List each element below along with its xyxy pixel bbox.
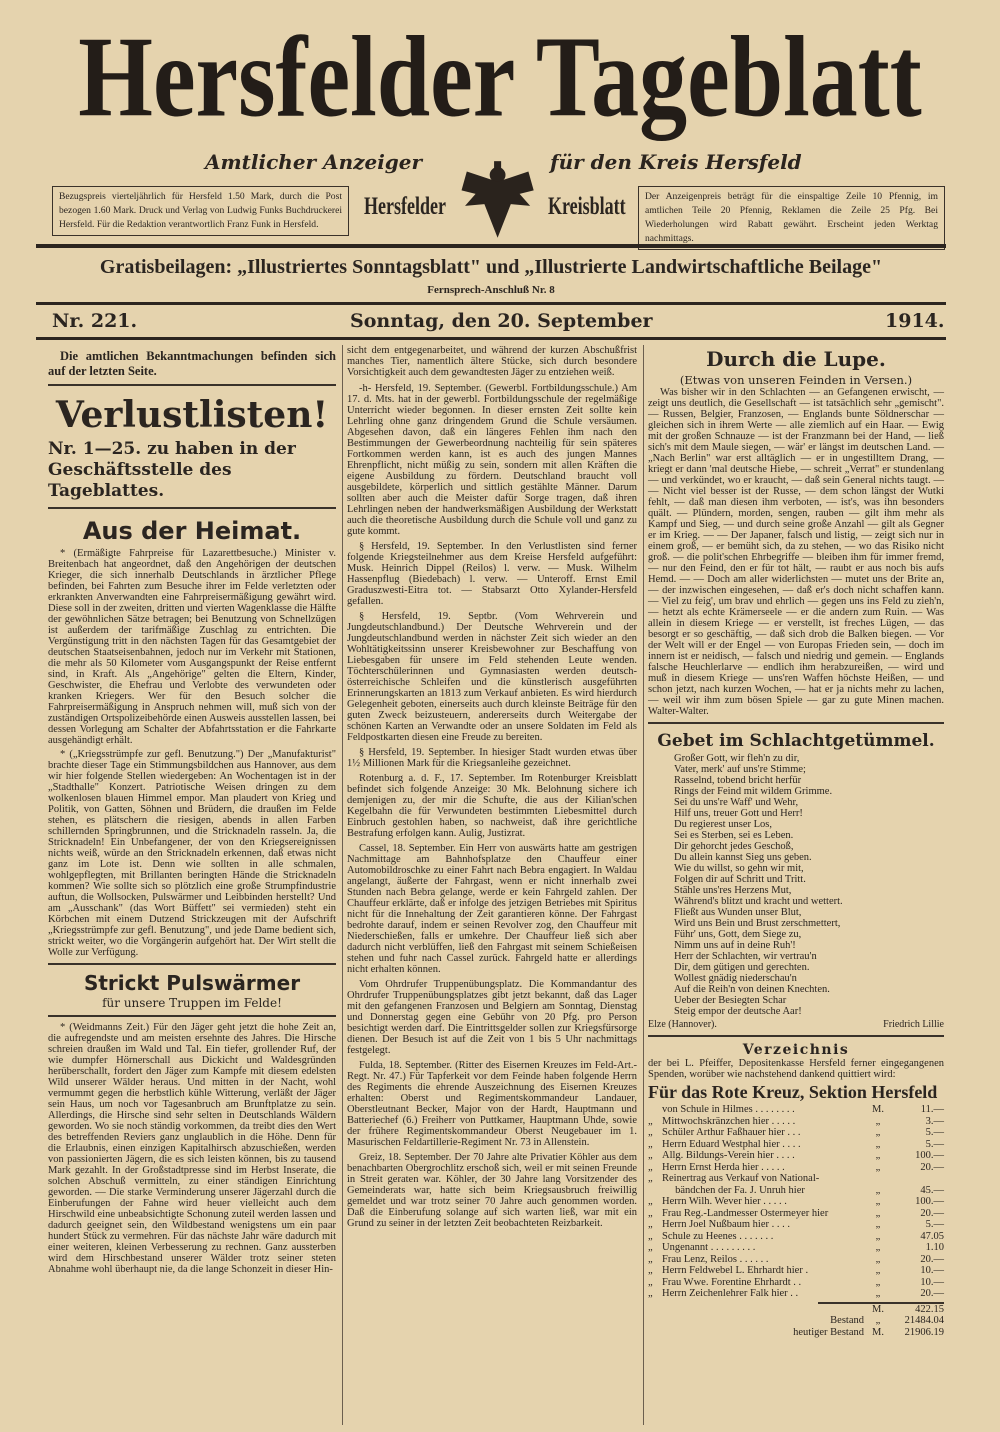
section-title: Aus der Heimat. bbox=[82, 517, 302, 545]
ad-title: Verlustlisten! bbox=[55, 394, 329, 436]
article: * (Weidmanns Zeit.) Für den Jäger geht jetzt die hohe Zeit an, die aufregendste und am meisten ersehnte des Jahres. Die Hirsche schreien draußen im Wald und Tal. Ein tiefer, grollender Ruf, der wie dumpfer Hörnerschall aus Dickicht und Waldesgründen herüberschallt, fordert den Jäger zum Kampfe mit diesem edelsten Wild unserer Wälder heraus. Und mitten in der Nacht, wohl vermummt gegen die herbstlich kühle Witterung, verläßt der Jäger sein Haus, um noch vor Tagesanbruch am Brunftplatze zu sein. Allerdings, die Hirsche sind sehr selten in Deutschlands Wäldern geworden. Wo sie noch ständig vorkommen, da treibt dies den Wert des betreffenden Reviers ganz unglaublich in die Höhe. Denn für die Erlaubnis, einen einzigen Kapitalhirsch abzuschießen, werden von passionierten Jägern, die es sich leisten können, bis zu tausend Mark gezahlt. In der Großstadtpresse sind im Herbst Inserate, die solchen Abschuß vermitteln, zu einer ständigen Einrichtung geworden. — Die starke Verminderung unserer Jägerzahl durch die Einberufungen der Fahne wird heuer vielleicht auch dem Hirschwild eine unbeabsichtigte Schonung zuteil werden lassen und dadurch geeignet sein, den Wildbestand wenigstens um ein paar hundert Stück zu vermehren. Für das nächste Jahr wäre dadurch mit einer weiteren, kleinen Verbesserung zu rechnen. Ganz aussterben wird dem Hirschbestand unserer Wälder trotz seiner steten Abnahme wohl überhaupt nie, da die lange Schonzeit in dieser Hin- bbox=[48, 1022, 336, 1275]
donation-row: von Schule in Hilmes . . . . . . . . M. 11.— bbox=[662, 1104, 944, 1115]
issue-number: Nr. 221. bbox=[52, 310, 138, 332]
donation-row: „ Frau Wwe. Forentine Ehrhardt . . „ 10.— bbox=[648, 1276, 944, 1288]
poem-place: Elze (Hannover). bbox=[648, 1019, 717, 1030]
donation-row: „ Reinertrag aus Verkauf von National- bbox=[648, 1173, 820, 1184]
donation-row: „ Frau Reg.-Landmesser Ostermeyer hier „ 20.— bbox=[648, 1207, 944, 1219]
telephone-line: Fernsprech-Anschluß Nr. 8 bbox=[427, 284, 555, 296]
donation-row: „ Herrn Wilh. Wever hier . . . . . „ 100.— bbox=[648, 1196, 944, 1207]
ad2-title: Strickt Pulswärmer bbox=[83, 971, 301, 995]
imperial-eagle-icon bbox=[458, 156, 538, 242]
list-intro: der bei L. Pfeiffer, Depositenkasse Hersfeld ferner eingegangenen Spenden, worüber wie nachstehend dankend quittiert wird: bbox=[648, 1058, 944, 1080]
divider bbox=[36, 244, 946, 248]
article: Greiz, 18. September. Der 70 Jahre alte Privatier Köhler aus dem benachbarten Obergrochlitz erschoß sich, weil er mit seinen Freunde in Streit geraten war. Köhler, der 30 Jahre lang Vorsitzender des Gemeinderats war, hatte sich beim Kriegsausbruch freiwillig gemeldet und war trotz seiner 70 Jahre auch genommen worden. Daß die Einberufung solange auf sich warten ließ, war mit ein Grund zu seiner in der letzten Zeit beobachteten Reizbarkeit. bbox=[347, 1152, 637, 1229]
donation-row: „ Herrn Eduard Westphal hier . . . . „ 5.— bbox=[648, 1138, 944, 1150]
column-rule bbox=[643, 345, 644, 1425]
article: sicht dem entgegenarbeitet, und während der kurzen Abschußfrist manches Tier, namentlich ältere Stücke, sich durch besondere Vorsichtigkeit auch dem gewandtesten Jäger zu entziehen weiß. bbox=[347, 345, 637, 378]
masthead-title: Hersfelder Tageblatt bbox=[78, 12, 922, 141]
balance-row: Bestand „ 21484.04 bbox=[830, 1315, 944, 1326]
masthead-subtitle-right: für den Kreis Hersfeld bbox=[550, 150, 802, 174]
issue-year: 1914. bbox=[885, 310, 945, 332]
lupe-subtitle: (Etwas von unseren Feinden in Versen.) bbox=[679, 373, 913, 387]
article: § Hersfeld, 19. Septbr. (Vom Wehrverein und Jungdeutschlandbund.) Der Deutsche Wehrverein und der Jungdeutschlandbund werden in nächster Zeit sich wieder an den Wohltätigkeitssinn unserer Kreisbewohner zur Beschaffung von Liebesgaben für unsere im Feld stehenden Leute wenden. Töchterschülerinnen und Gymnasiasten werden deutsch-österreichische Schleifen und die künstlerisch ausgeführten Erinnerungskarten an 1813 zum Verkauf anbieten. Es wird hierdurch Gelegenheit geboten, einerseits auch durch kleinste Beiträge für den guten Zweck beizusteuern, andererseits durch Weitergabe der schönen Karten an Verwandte oder an unsere Soldaten im Feld als Feldpostkarten diesen eine Freude zu bereiten. bbox=[347, 611, 637, 743]
lupe-title: Durch die Lupe. bbox=[706, 347, 886, 371]
poem-author: Friedrich Lillie bbox=[883, 1019, 944, 1030]
emblem-left-label: Hersfelder bbox=[364, 191, 446, 220]
article: Fulda, 18. September. (Ritter des Eisernen Kreuzes im Feld-Art.-Regt. Nr. 47.) Für Tapferkeit vor dem Feinde haben folgende Herrn des Regiments die ehrende Auszeichnung des Eisernen Kreuzes erhalten: Oberst und Regimentskommandeur Landauer, Oberstleutnant Becker, Major von der Hardt, Hauptmann und Batteriechef (6.) Freiherr von Puttkamer, Hauptmann Uhde, sowie der frühere Regimentskommandeur Oberst Neugebauer im 1. Masurischen Feldartillerie-Regiment Nr. 73 in Allenstein. bbox=[347, 1060, 637, 1148]
divider bbox=[36, 337, 946, 340]
masthead-subtitle-left: Amtlicher Anzeiger bbox=[205, 150, 423, 174]
donation-row: „ Herrn Feldwebel L. Ehrhardt hier . „ 10.— bbox=[648, 1265, 944, 1276]
article: * („Kriegsstrümpfe zur gefl. Benutzung.") Der „Manufakturist" brachte dieser Tage ein Stimmungsbildchen aus Hannover, aus dem wir hier folgende Stellen wiedergeben: An Wochentagen ist in der „Stadthalle" Konzert. Patriotische Weisen dringen zu dem wolkenlosen blauen Himmel empor. Man plaudert von Krieg und Politik, von Gatten, Söhnen und Brüdern, die draußen im Felde stehen, es plätschern die riesigen, abends in allen Farben schillernden Springbrunnen, und die Stricknadeln rasseln. Ja, die Stricknadeln! Ein Unbefangener, der von den Kriegsereignissen nichts weiß, würde an den Stricknadeln erkennen, daß etwas nicht ganz im Lote ist. Denn wie sollten in alle schmalen, wohlgepflegten, mit Brillanten beringten Hände die Stricknadeln kommen? Wie sollte sich so plötzlich eine große Strumpfindustrie auftun, die Wollsocken, Pulswärmer und Leibbinden herstellt? Und am „Ausschank" (das Wort Büffett" sei vermieden) steht ein Körbchen mit einem Dutzend Strickzeugen mit der Aufschrift „Kriegsstrümpfe zur gefl. Benutzung", und jede Dame bedient sich, strickt weiter, wo die Vorgängerin aufgehört hat. Der Wirt stellt die Wolle zur Verfügung. bbox=[48, 749, 336, 958]
donation-sum: M. 422.15 bbox=[872, 1303, 944, 1315]
donation-row: „ Herrn Joel Nußbaum hier . . . . „ 5.— bbox=[648, 1219, 944, 1230]
article: § Hersfeld, 19. September. In den Verlustlisten sind ferner folgende Kriegsteilnehmer aus dem Kreise Hersfeld aufgeführt: Musk. Heinrich Dippel (Reilos) l. verw. — Musk. Wilhelm Hassenpflug (Biedebach) l. verw. — Unteroff. Ernst Emil Graduszwesti-Eitra tot. — Stabsarzt Otto Xylander-Hersfeld gefallen. bbox=[347, 541, 637, 607]
donation-list bbox=[648, 1104, 944, 1300]
donation-row: „ Schule zu Heenes . . . . . . . „ 47.05 bbox=[648, 1230, 944, 1242]
donation-row: „ Frau Lenz, Reilos . . . . . . „ 20.— bbox=[648, 1253, 944, 1265]
column-rule bbox=[342, 345, 343, 1425]
article: Rotenburg a. d. F., 17. September. Im Rotenburger Kreisblatt befindet sich folgende Anzeige: 30 Mk. Belohnung sichere ich demjenigen zu, der mir die Schufte, die aus der Kilian'schen Kegelbahn die für Verwundeten bestimmten Liebesmittel durch Einbruch gestohlen haben, so nachweist, daß ihre gerichtliche Bestrafung erfolgen kann. Aulig, Justizrat. bbox=[347, 773, 637, 839]
donation-row: „ Ungenannt . . . . . . . . . „ 1.10 bbox=[648, 1242, 944, 1253]
article: Vom Ohrdrufer Truppenübungsplatz. Die Kommandantur des Ohrdrufer Truppenübungsplatzes gibt jetzt bekannt, daß das Lager mit den gefangenen Franzosen und Belgiern am Sonntag, Dienstag und Donnerstag gegen eine Gebühr von 20 Pfg. pro Person besichtigt werden darf. Die Eintrittsgelder sollen zur Kriegsfürsorge dienen. Der Besuch ist auf die Zeit von 1 bis 5 Uhr nachmittags festgelegt. bbox=[347, 979, 637, 1056]
ad-text: Nr. 1—25. zu haben in der Geschäftsstelle des Tageblattes. bbox=[48, 439, 296, 501]
donation-row: „ Herrn Zeichenlehrer Falk hier . . „ 20.— bbox=[648, 1288, 944, 1299]
poem: Großer Gott, wir fleh'n zu dir, Vater, merk' auf uns're Stimme; Rasselnd, tobend bricht herfür Rings der Feind mit wildem Grimme. Sei du uns're Waff' und Wehr, Hilf uns, treuer Gott und Herr! Du regierest unser Los, Sei es Sterben, sei es Leben. Dir gehorcht jedes Geschoß, Du allein kannst Sieg uns geben. Wie du willst, so gehn wir mit, Folgen dir auf Schritt und Tritt. Stähle uns'res Herzens Mut, Während's blitzt und kracht und wettert. Fließt aus Wunden unser Blut, Wird uns Bein und Brust zerschmettert, Führ' uns, Gott, dem Siege zu, Nimm uns auf in deine Ruh'! Herr der Schlachten, wir vertrau'n Dir, dem gütigen und gerechten. Wollest gnädig niederschau'n Auf die Reih'n von deinen Knechten. Ueber der Besiegten Schar Steig empor der deutsche Aar! bbox=[674, 753, 843, 1017]
left-column bbox=[48, 345, 336, 1275]
poem-title: Gebet im Schlachtgetümmel. bbox=[657, 731, 935, 751]
article: § Hersfeld, 19. September. In hiesiger Stadt wurden etwas über 1½ Millionen Mark für die Kriegsanleihe gezeichnet. bbox=[347, 747, 637, 769]
emblem-right-label: Kreisblatt bbox=[548, 191, 626, 220]
article: Cassel, 18. September. Ein Herr von auswärts hatte am gestrigen Nachmittage am Bahnhofsplatze den Chauffeur einer Automobildroschke zu einer Fahrt nach Bebra engagiert. In Waldau angelangt, äußerte der Fahrgast, wenn er nicht innerhalb zwei Stunden nach Bebra gelange, werde er kein Fahrgeld zahlen. Der Chauffeur erklärte, daß er infolge des jetzigen Betriebes mit Spiritus nicht für die Innehaltung der Zeit garantieren könne. Der Fahrgast bedrohte darauf, indem er seinen Revolver zog, den Chauffeur mit Niederschießen, falls er umkehre. Der Chauffeur ließ sich aber dadurch nicht verblüffen, ließ den Fahrgast mit seinem Schießeisen stehen und fuhr nach Cassel zurück. Fahrgeld hatte er allerdings nicht erhalten können. bbox=[347, 843, 637, 975]
divider bbox=[36, 302, 946, 305]
right-column bbox=[648, 345, 944, 1338]
advert-price-box: Der Anzeigenpreis beträgt für die einspaltige Zeile 10 Pfennig, im amtlichen Teile 20 Pfennig, Reklamen die Zeile 25 Pfg. Bei Wiederholungen wird Rabatt gewährt. Erscheint jeden Werktag nachmittags. bbox=[638, 186, 945, 250]
notice: Die amtlichen Bekanntmachungen befinden sich auf der letzten Seite. bbox=[48, 349, 336, 378]
donation-row: „ Herrn Ernst Herda hier . . . . . „ 20.— bbox=[648, 1161, 944, 1173]
donation-row: bändchen der Fa. J. Unruh hier „ 45.— bbox=[662, 1184, 944, 1196]
current-balance-row: heutiger Bestand M. 21906.19 bbox=[793, 1326, 944, 1338]
article: -h- Hersfeld, 19. September. (Gewerbl. Fortbildungsschule.) Am 17. d. Mts. hat in der gewerbl. Fortbildungsschule der regelmäßige Unterricht wieder begonnen. In dieser ernsten Zeit sollte kein Lehrling ohne ganz dringendem Grund die Schule versäumen. Abgesehen davon, daß ein längeres Fehlen ihm nach den Bestimmungen der Gewerbeordnung nachteilig für sein späteres Fortkommen werden kann, ist es auch des jungen Mannes Ehrenpflicht, nicht müßig zu sein, sondern mit allen Kräften die eigene Ausbildung zu fördern. Deutschland braucht voll ausgebildete, körperlich und sittlich gestählte Männer. Darum sollten aber auch die Meister dafür Sorge tragen, daß ihren Lehrlingen neben der handwerksmäßigen Ausbildung der Werkstatt auch die theoretische Ausbildung durch die Schule voll und ganz zu gute kommt. bbox=[347, 383, 637, 537]
donation-row: „ Schüler Arthur Faßhauer hier . . . „ 5.— bbox=[648, 1127, 944, 1138]
list-title: Verzeichnis bbox=[742, 1042, 850, 1058]
list-heading: Für das Rote Kreuz, Sektion Hersfeld bbox=[648, 1082, 938, 1102]
supplements-line: Gratisbeilagen: „Illustriertes Sonntagsblatt" und „Illustrierte Landwirtschaftliche Beilage" bbox=[99, 256, 883, 278]
middle-column bbox=[347, 345, 637, 1229]
ad2-subtitle: für unsere Truppen im Felde! bbox=[102, 996, 282, 1010]
issue-date: Sonntag, den 20. September bbox=[350, 310, 653, 332]
article: * (Ermäßigte Fahrpreise für Lazarettbesuche.) Minister v. Breitenbach hat angeordnet, daß den Angehörigen der deutschen Krieger, die sich innerhalb Deutschlands in ärztlicher Pflege befinden, bei Fahrten zum Besuche ihrer im Felde verletzten oder erkrankten Anverwandten eine Fahrpreisermäßigung gewährt wird. Diese soll in der zweiten, dritten und vierten Wagenklasse die Hälfte der gewöhnlichen Sätze betragen; bei Benutzung von Schnellzügen ist außerdem der tarifmäßige Zuschlag zu entrichten. Die Vergünstigung tritt in den nächsten Tagen für das Gesamtgebiet der deutschen Staatseisenbahnen, jedoch nur im Verkehr mit Stationen, die mehr als 50 Kilometer vom Ausgangspunkt der Reise entfernt sind, in Kraft. Als „Angehörige" gelten die Eltern, Kinder, Geschwister, die Ehefrau und Verlobte des verwundeten oder kranken Kriegers. Wer für den Besuch solcher die Fahrpreisermäßigung in Anspruch nehmen will, muß sich von der zuständigen Ortspolizeibehörde einen Ausweis ausstellen lassen, bei dessen Vorlegung am Schalter der Abfahrtsstation er die Fahrkarte ausgehändigt erhält. bbox=[48, 548, 336, 746]
donation-row: „ Allg. Bildungs-Verein hier . . . . „ 100.— bbox=[648, 1150, 944, 1161]
lupe-verse: Was bisher wir in den Schlachten — an Gefangenen erwischt, — zeigt uns deutlich, die Gesellschaft — ist tatsächlich sehr „gemischt". — Russen, Belgier, Franzosen, — Englands bunte Söldnerschar — gleichen sich in ihrem Werte — alle ziemlich auf ein Haar. — Ewig mit der großen Schnauze — ist der Franzmann bei der Hand, — ließ sich's mit dem Maule siegen, — wär' er längst im deutschen Land. — „Nach Berlin" war erst alltäglich — er in ungestilltem Drang, — kriegt er dann 'mal deutsche Hiebe, — schreit „Verrat" er stundenlang — und verkündet, wo er kraucht, — daß sein General nichts taugt. — — Nicht viel besser ist der Russe, — dem schon längst der Wutki fehlt, — daß man diesen ihm verboten, — ist's, was ihn besonders quält. — Plündern, morden, sengen, rauben — gilt ihm mehr als Kampf und Sieg, — und durch seine große Anzahl — gilt als Gegner er im Krieg. — — Der Japaner, falsch und listig, — zeigt sich nur in einem groß, — er bemüht sich, da zu stehen, — wo das Risiko nicht groß. — die polit'schen Ehrbegriffe — bleiben ihm für immer fremd, — nur den Feind, den er für tot hält, — raubt er aus noch bis aufs Hemd. — — Doch am aller widerlichsten — mutet uns der Brite an, — der inzwischen eingesehen, — daß er's doch nicht schaffen kann. — Viel zu feig', um brav und ehrlich — gegen uns ins Feld zu zieh'n, — hetzt als echte Krämerseele — er die andern zum Ruin. — Was allein in diesem Kriege — er verstellt, ist freches Lügen, — das besorgt er so geschäftig, — daß sich drob die Balken biegen. — Vor der Welt will er der Engel — von Europas Frieden sein, — doch im innern ist er neidisch, — falsch und niedrig und gemein. — Englands falsche Heuchlerlarve — endlich ihm herabzureißen, — wird und muß in diesem Kriege — uns'ren Waffen höchste Heißen, — und schon jetzt, nach kurzen Wochen, — hat er ja nichts mehr zu lachen, — weil wir ihm zum bösen Spiele — gar zu gute Minen machen. Walter-Walter. bbox=[648, 387, 944, 717]
subscription-info-box: Bezugspreis vierteljährlich für Hersfeld 1.50 Mark, durch die Post bezogen 1.60 Mark. Druck und Verlag von Ludwig Funks Buchdruckerei Hersfeld. Für die Redaktion verantwortlich Franz Funk in Hersfeld. bbox=[52, 186, 349, 236]
donation-row: „ Mittwochskränzchen hier . . . . . „ 3.— bbox=[648, 1115, 944, 1127]
